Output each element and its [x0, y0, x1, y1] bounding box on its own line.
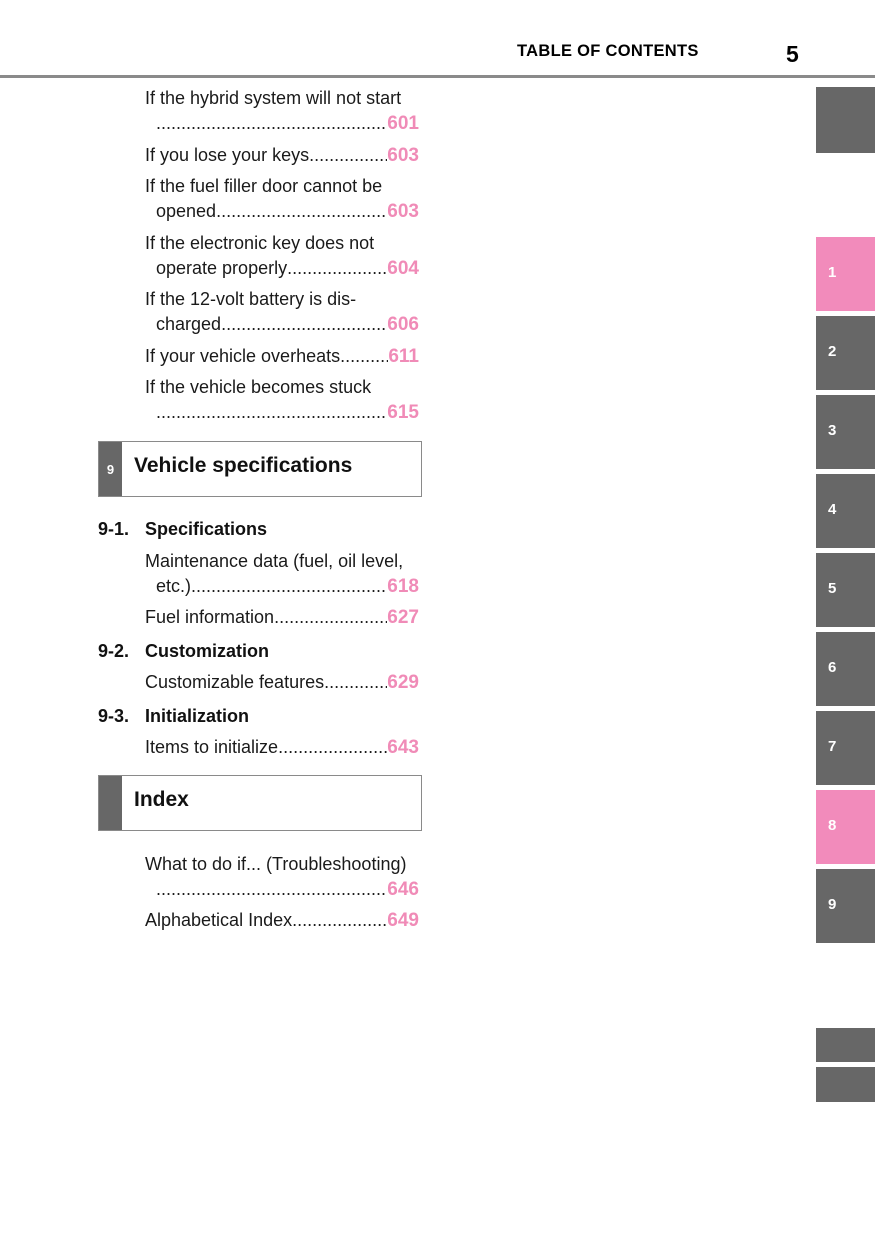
dot-leader [287, 256, 387, 281]
toc-entry[interactable]: Customizable features ..... 629 [145, 670, 419, 695]
side-tab-4[interactable]: 4 [816, 474, 875, 548]
side-tab-alpha-index[interactable] [816, 1067, 875, 1102]
side-tab-6[interactable]: 6 [816, 632, 875, 706]
page-ref[interactable]: 611 [388, 346, 419, 367]
index-heading[interactable] [98, 775, 422, 831]
page-ref[interactable]: 629 [387, 672, 419, 693]
toc-entry[interactable]: If the electronic key does not operate properly ..... 604 [145, 231, 419, 281]
section-title: TABLE OF CONTENTS [517, 42, 699, 60]
section-heading[interactable]: 9-2. Customization [98, 641, 269, 661]
page-ref[interactable]: 606 [387, 314, 419, 335]
page-ref[interactable]: 643 [387, 737, 419, 758]
page-ref[interactable]: 604 [387, 258, 419, 279]
page-number: 5 [786, 41, 799, 67]
toc-entry[interactable]: If the fuel filler door cannot be opened ..... 603 [145, 174, 419, 224]
toc-entry[interactable]: What to do if... (Troubleshooting) ..... 646 [145, 852, 419, 902]
page-ref[interactable]: 646 [387, 879, 419, 900]
side-tab-blank[interactable] [816, 87, 875, 153]
dot-leader [156, 400, 387, 425]
toc-entry[interactable]: If you lose your keys ..... 603 [145, 143, 419, 168]
side-tab-1[interactable]: 1 [816, 237, 875, 311]
toc-entry[interactable]: If the vehicle becomes stuck ..... 615 [145, 375, 419, 425]
dot-leader [191, 574, 387, 599]
dot-leader [156, 877, 387, 902]
dot-leader [292, 908, 387, 933]
side-tab-9[interactable]: 9 [816, 869, 875, 943]
page-ref[interactable]: 603 [387, 201, 419, 222]
toc-entry[interactable]: Fuel information ..... 627 [145, 605, 419, 630]
dot-leader [216, 199, 387, 224]
side-tab-index[interactable] [816, 1028, 875, 1062]
header-divider [0, 75, 875, 78]
side-tab-5[interactable]: 5 [816, 553, 875, 627]
section-heading[interactable]: 9-3. Initialization [98, 706, 250, 726]
side-tab-8[interactable]: 8 [816, 790, 875, 864]
side-tab-3[interactable]: 3 [816, 395, 875, 469]
chapter-number-tab [99, 776, 122, 830]
page-ref[interactable]: 618 [387, 576, 419, 597]
dot-leader [274, 605, 387, 630]
chapter-title: Index [134, 788, 189, 811]
dot-leader [221, 312, 387, 337]
chapter-number-tab: 9 [99, 442, 122, 496]
chapter-heading[interactable] [98, 441, 422, 497]
page-ref[interactable]: 601 [387, 113, 419, 134]
toc-entry[interactable]: Items to initialize ..... 643 [145, 735, 419, 760]
page-ref[interactable]: 649 [387, 910, 419, 931]
toc-entry[interactable]: If the hybrid system will not start ..... 601 [145, 86, 419, 136]
page-ref[interactable]: 615 [387, 402, 419, 423]
dot-leader [324, 670, 387, 695]
toc-entry[interactable]: If the 12-volt battery is dis- charged ..... 606 [145, 287, 419, 337]
dot-leader [309, 143, 387, 168]
dot-leader [278, 735, 387, 760]
page-ref[interactable]: 627 [387, 607, 419, 628]
dot-leader [340, 344, 388, 369]
chapter-title: Vehicle specifications [134, 454, 353, 477]
toc-entry[interactable]: Alphabetical Index ..... 649 [145, 908, 419, 933]
page-ref[interactable]: 603 [387, 145, 419, 166]
dot-leader [156, 111, 387, 136]
toc-entry[interactable]: Maintenance data (fuel, oil level, etc.) ..... 618 [145, 549, 419, 599]
side-tab-7[interactable]: 7 [816, 711, 875, 785]
toc-entry[interactable]: If your vehicle overheats ..... 611 [145, 344, 419, 369]
side-tab-2[interactable]: 2 [816, 316, 875, 390]
section-heading[interactable]: 9-1. Specifications [98, 519, 268, 539]
